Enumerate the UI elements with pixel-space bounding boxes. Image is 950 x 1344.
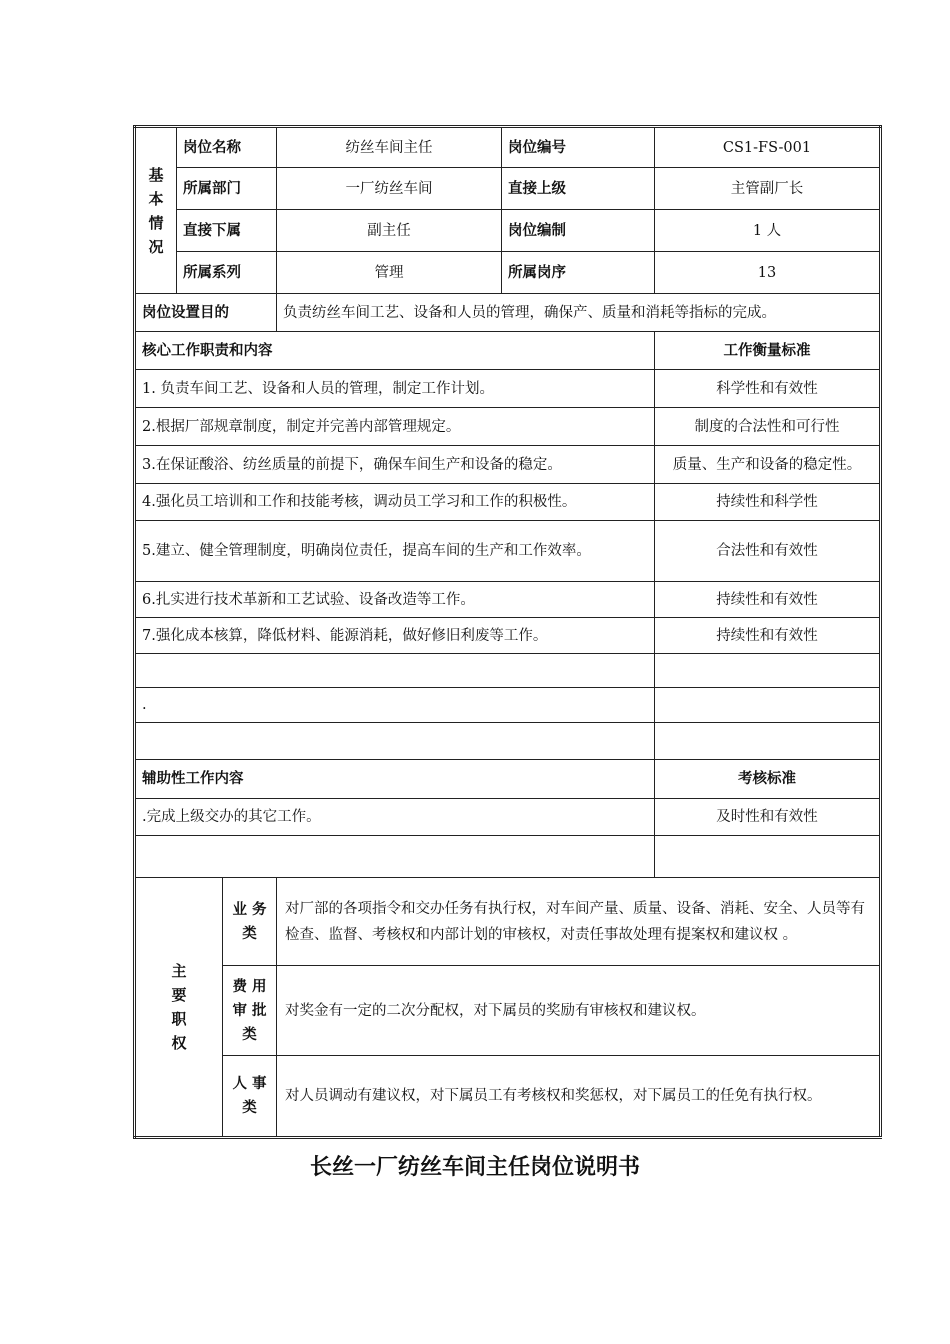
aux-text: .完成上级交办的其它工作。 xyxy=(135,799,655,836)
duty-standard xyxy=(655,654,881,688)
field-value: 纺丝车间主任 xyxy=(277,127,502,168)
purpose-text: 负责纺丝车间工艺、设备和人员的管理，确保产、质量和消耗等指标的完成。 xyxy=(277,294,881,332)
field-value: 管理 xyxy=(277,252,502,294)
field-label: 所属岗序 xyxy=(502,252,655,294)
duty-text xyxy=(135,723,655,760)
duty-row xyxy=(135,370,881,408)
field-value: 13 xyxy=(655,252,881,294)
field-label: 所属系列 xyxy=(177,252,277,294)
basic-row xyxy=(135,168,881,210)
rights-row xyxy=(135,1056,881,1138)
duty-row xyxy=(135,618,881,654)
field-value: 一厂纺丝车间 xyxy=(277,168,502,210)
basic-section-label: 基 本 情 况 xyxy=(135,127,177,294)
duty-standard xyxy=(655,688,881,723)
rights-category: 人 事 类 xyxy=(223,1056,277,1138)
rights-text: 对人员调动有建议权，对下属员工有考核权和奖惩权，对下属员工的任免有执行权。 xyxy=(277,1056,881,1138)
duty-row xyxy=(135,408,881,446)
aux-row xyxy=(135,836,881,878)
duty-text: 7.强化成本核算，降低材料、能源消耗，做好修旧利废等工作。 xyxy=(135,618,655,654)
rights-row xyxy=(135,966,881,1056)
aux-header-right: 考核标准 xyxy=(655,760,881,799)
field-value: 1 人 xyxy=(655,210,881,252)
duty-text: 4.强化员工培训和工作和技能考核，调动员工学习和工作的积极性。 xyxy=(135,484,655,521)
core-header-left: 核心工作职责和内容 xyxy=(135,332,655,370)
basic-row xyxy=(135,210,881,252)
job-description-form xyxy=(133,125,879,1139)
duty-row xyxy=(135,582,881,618)
duty-text xyxy=(135,654,655,688)
duty-text: 3.在保证酸浴、纺丝质量的前提下，确保车间生产和设备的稳定。 xyxy=(135,446,655,484)
duty-row xyxy=(135,654,881,688)
document-title: 长丝一厂纺丝车间主任岗位说明书 xyxy=(309,1155,640,1180)
duty-row xyxy=(135,446,881,484)
field-value: 主管副厂长 xyxy=(655,168,881,210)
aux-text xyxy=(135,836,655,878)
core-header-row xyxy=(135,332,881,370)
duty-standard: 合法性和有效性 xyxy=(655,521,881,582)
duty-standard: 制度的合法性和可行性 xyxy=(655,408,881,446)
rights-section-label: 主 要 职 权 xyxy=(135,878,223,1138)
aux-row xyxy=(135,799,881,836)
form-table xyxy=(133,125,882,1139)
duty-standard xyxy=(655,723,881,760)
purpose-row xyxy=(135,294,881,332)
duty-row xyxy=(135,521,881,582)
rights-category: 费 用 审 批 类 xyxy=(223,966,277,1056)
duty-text: 5.建立、健全管理制度，明确岗位责任，提高车间的生产和工作效率。 xyxy=(135,521,655,582)
duty-row xyxy=(135,723,881,760)
field-value: 副主任 xyxy=(277,210,502,252)
duty-text: . xyxy=(135,688,655,723)
aux-header-row xyxy=(135,760,881,799)
field-label: 直接下属 xyxy=(177,210,277,252)
basic-row xyxy=(135,127,881,168)
duty-row xyxy=(135,484,881,521)
field-label: 直接上级 xyxy=(502,168,655,210)
aux-standard: 及时性和有效性 xyxy=(655,799,881,836)
duty-row xyxy=(135,688,881,723)
duty-standard: 持续性和科学性 xyxy=(655,484,881,521)
duty-standard: 持续性和有效性 xyxy=(655,582,881,618)
purpose-label: 岗位设置目的 xyxy=(135,294,277,332)
field-label: 所属部门 xyxy=(177,168,277,210)
rights-row xyxy=(135,878,881,966)
duty-text: 1. 负责车间工艺、设备和人员的管理，制定工作计划。 xyxy=(135,370,655,408)
duty-standard: 质量、生产和设备的稳定性。 xyxy=(655,446,881,484)
aux-standard xyxy=(655,836,881,878)
duty-text: 6.扎实进行技术革新和工艺试验、设备改造等工作。 xyxy=(135,582,655,618)
field-value: CS1-FS-001 xyxy=(655,127,881,168)
duty-standard: 持续性和有效性 xyxy=(655,618,881,654)
field-label: 岗位编号 xyxy=(502,127,655,168)
rights-text: 对厂部的各项指令和交办任务有执行权，对车间产量、质量、设备、消耗、安全、人员等有检查、监督、考核权和内部计划的审核权，对责任事故处理有提案权和建议权 。 xyxy=(277,878,881,966)
field-label: 岗位编制 xyxy=(502,210,655,252)
rights-category: 业 务 类 xyxy=(223,878,277,966)
duty-text: 2.根据厂部规章制度，制定并完善内部管理规定。 xyxy=(135,408,655,446)
aux-header-left: 辅助性工作内容 xyxy=(135,760,655,799)
field-label: 岗位名称 xyxy=(177,127,277,168)
core-header-right: 工作衡量标准 xyxy=(655,332,881,370)
basic-row xyxy=(135,252,881,294)
duty-standard: 科学性和有效性 xyxy=(655,370,881,408)
rights-text: 对奖金有一定的二次分配权，对下属员的奖励有审核权和建议权。 xyxy=(277,966,881,1056)
